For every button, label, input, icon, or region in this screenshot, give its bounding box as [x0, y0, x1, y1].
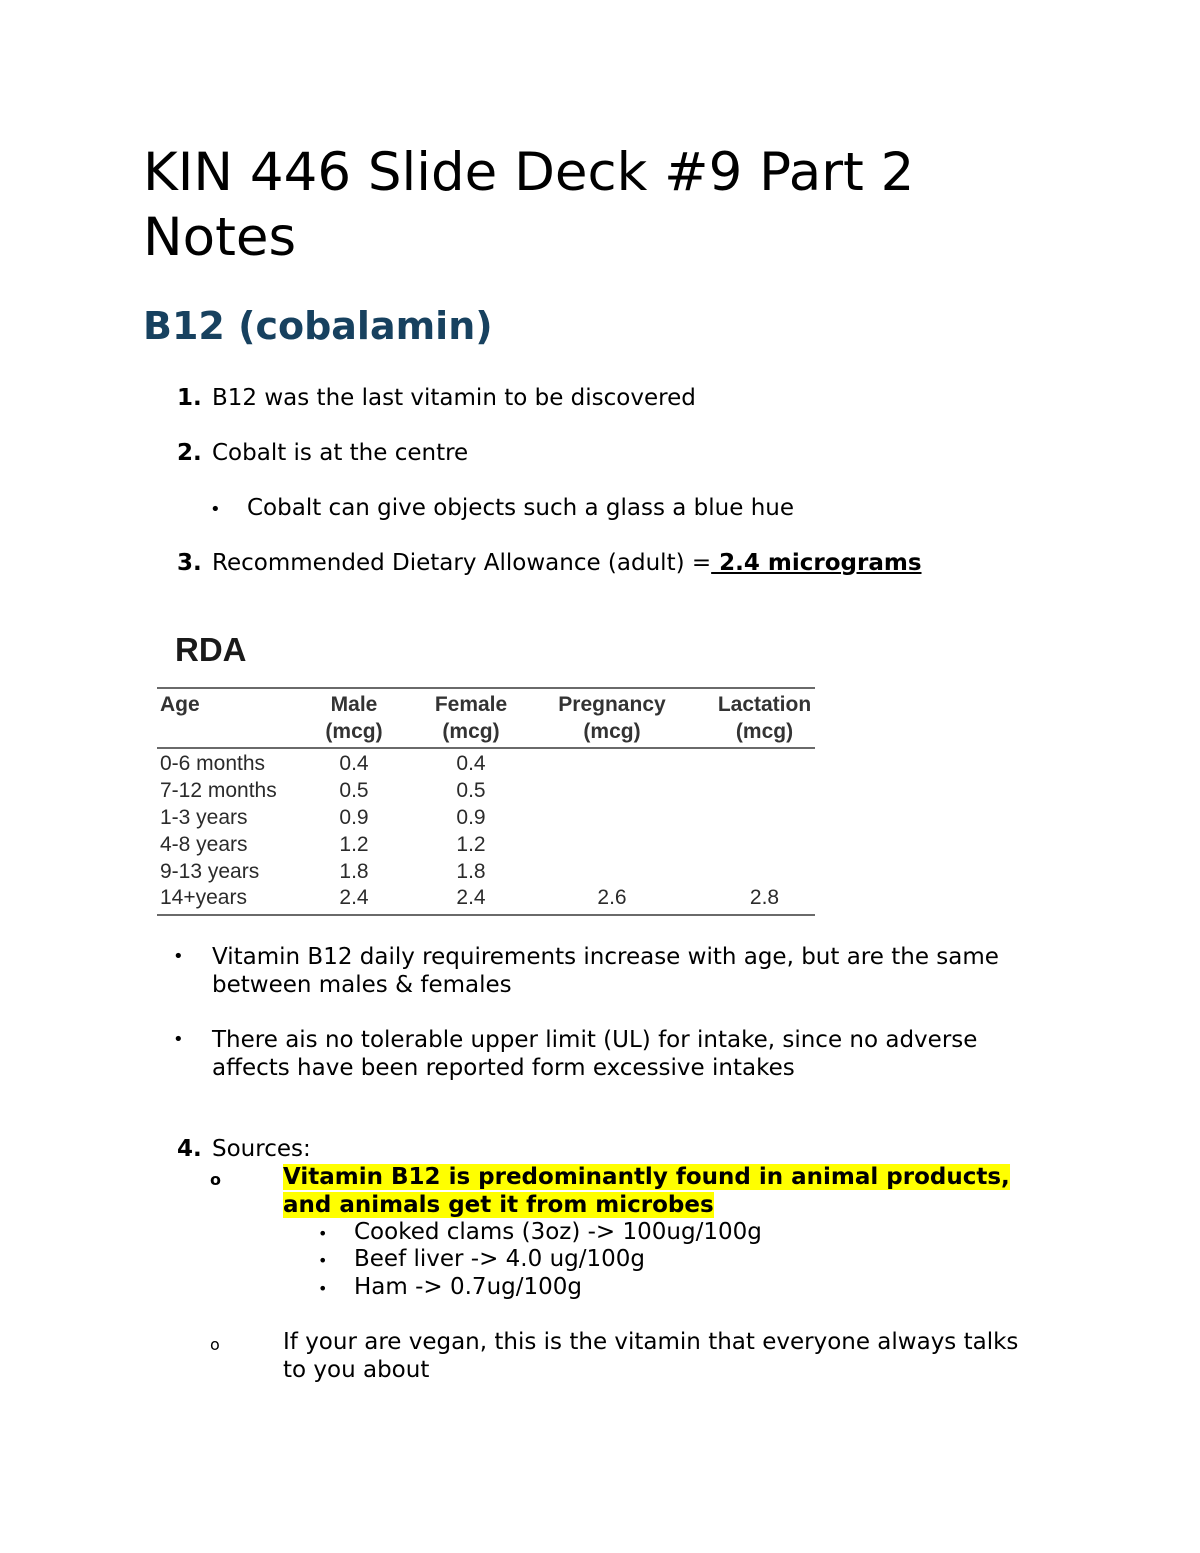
table-top-rule: [157, 687, 815, 689]
table-cell-pregnancy: 2.6: [597, 886, 627, 909]
item-text: Recommended Dietary Allowance (adult) =: [212, 550, 712, 576]
header-pregnancy-unit: (mcg): [583, 720, 641, 743]
item-text: Cobalt is at the centre: [212, 440, 469, 466]
vegan-note-text: If your are vegan, this is the vitamin that everyone always talks to you about: [283, 1329, 1019, 1383]
table-cell-female: 1.2: [456, 833, 486, 856]
table-cell-age: 14+years: [160, 886, 247, 909]
circle-bullet-icon: o: [210, 1335, 220, 1354]
bullet-icon: •: [318, 1279, 328, 1298]
highlighted-text: Vitamin B12 is predominantly found in animal products, and animals get it from microbes: [283, 1164, 1010, 1218]
numbered-item-4: [177, 1134, 311, 1164]
table-cell-male: 0.5: [339, 779, 369, 802]
bullet-icon: •: [210, 499, 221, 520]
header-female: Female: [434, 693, 508, 716]
bullet-icon: •: [173, 946, 184, 967]
table-header-rule: [157, 747, 815, 749]
rda-value: 2.4 micrograms: [711, 550, 922, 576]
header-lactation: Lactation: [717, 693, 812, 716]
header-age: Age: [160, 693, 200, 716]
header-male: Male: [330, 693, 378, 716]
bullet-text: There ais no tolerable upper limit (UL) for intake, since no adverse affects have been reported form excessive intakes: [212, 1027, 978, 1081]
source-text: Ham -> 0.7ug/100g: [354, 1274, 582, 1300]
source-text: Beef liver -> 4.0 ug/100g: [354, 1246, 645, 1272]
table-cell-age: 4-8 years: [160, 833, 248, 856]
table-cell-female: 0.4: [456, 752, 486, 775]
source-item: [318, 1273, 582, 1303]
item-number: 3.: [177, 550, 202, 576]
table-cell-male: 2.4: [339, 886, 369, 909]
table-cell-lactation: 2.8: [749, 886, 780, 909]
item-number: 4.: [177, 1136, 202, 1162]
header-female-unit: (mcg): [442, 720, 500, 743]
table-cell-female: 0.9: [456, 806, 486, 829]
table-bottom-rule: [157, 914, 815, 916]
bullet-icon: •: [173, 1029, 184, 1050]
bullet-icon: •: [318, 1224, 328, 1243]
item-text: Sources:: [212, 1136, 311, 1162]
table-cell-age: 0-6 months: [160, 752, 266, 775]
table-cell-female: 0.5: [456, 779, 486, 802]
table-cell-male: 1.2: [339, 833, 369, 856]
section-heading: B12 (cobalamin): [143, 304, 493, 348]
header-male-unit: (mcg): [325, 720, 383, 743]
header-lactation-unit: (mcg): [735, 720, 794, 743]
numbered-item-2: [177, 438, 468, 468]
table-cell-age: 9-13 years: [160, 860, 260, 883]
numbered-item-1: [177, 383, 696, 413]
table-cell-male: 0.9: [339, 806, 369, 829]
item-number: 2.: [177, 440, 202, 466]
table-cell-female: 1.8: [456, 860, 486, 883]
document-title: KIN 446 Slide Deck #9 Part 2 Notes: [143, 142, 915, 268]
source-item: [318, 1218, 762, 1248]
bullet-text: Cobalt can give objects such a glass a blue hue: [247, 495, 795, 521]
table-cell-male: 1.8: [339, 860, 369, 883]
table-cell-age: 1-3 years: [160, 806, 248, 829]
table-cell-male: 0.4: [339, 752, 369, 775]
bullet-text: Vitamin B12 daily requirements increase with age, but are the same between males & females: [212, 944, 999, 998]
numbered-item-3: [177, 548, 922, 578]
rda-title: RDA: [175, 631, 247, 668]
rda-bullet-1: [173, 943, 1043, 999]
header-pregnancy: Pregnancy: [558, 693, 666, 716]
source-text: Cooked clams (3oz) -> 100ug/100g: [354, 1219, 762, 1245]
bullet-icon: •: [318, 1251, 328, 1270]
item-number: 1.: [177, 385, 202, 411]
table-cell-female: 2.4: [456, 886, 486, 909]
table-cell-age: 7-12 months: [160, 779, 277, 802]
source-item: [318, 1245, 645, 1275]
circle-bullet-icon: o: [210, 1170, 221, 1189]
rda-bullet-2: [173, 1026, 1043, 1082]
vegan-note-item: [210, 1328, 1046, 1384]
item-text: B12 was the last vitamin to be discovered: [212, 385, 696, 411]
sources-highlight-item: [210, 1163, 1046, 1219]
cobalt-bullet: [210, 493, 794, 525]
